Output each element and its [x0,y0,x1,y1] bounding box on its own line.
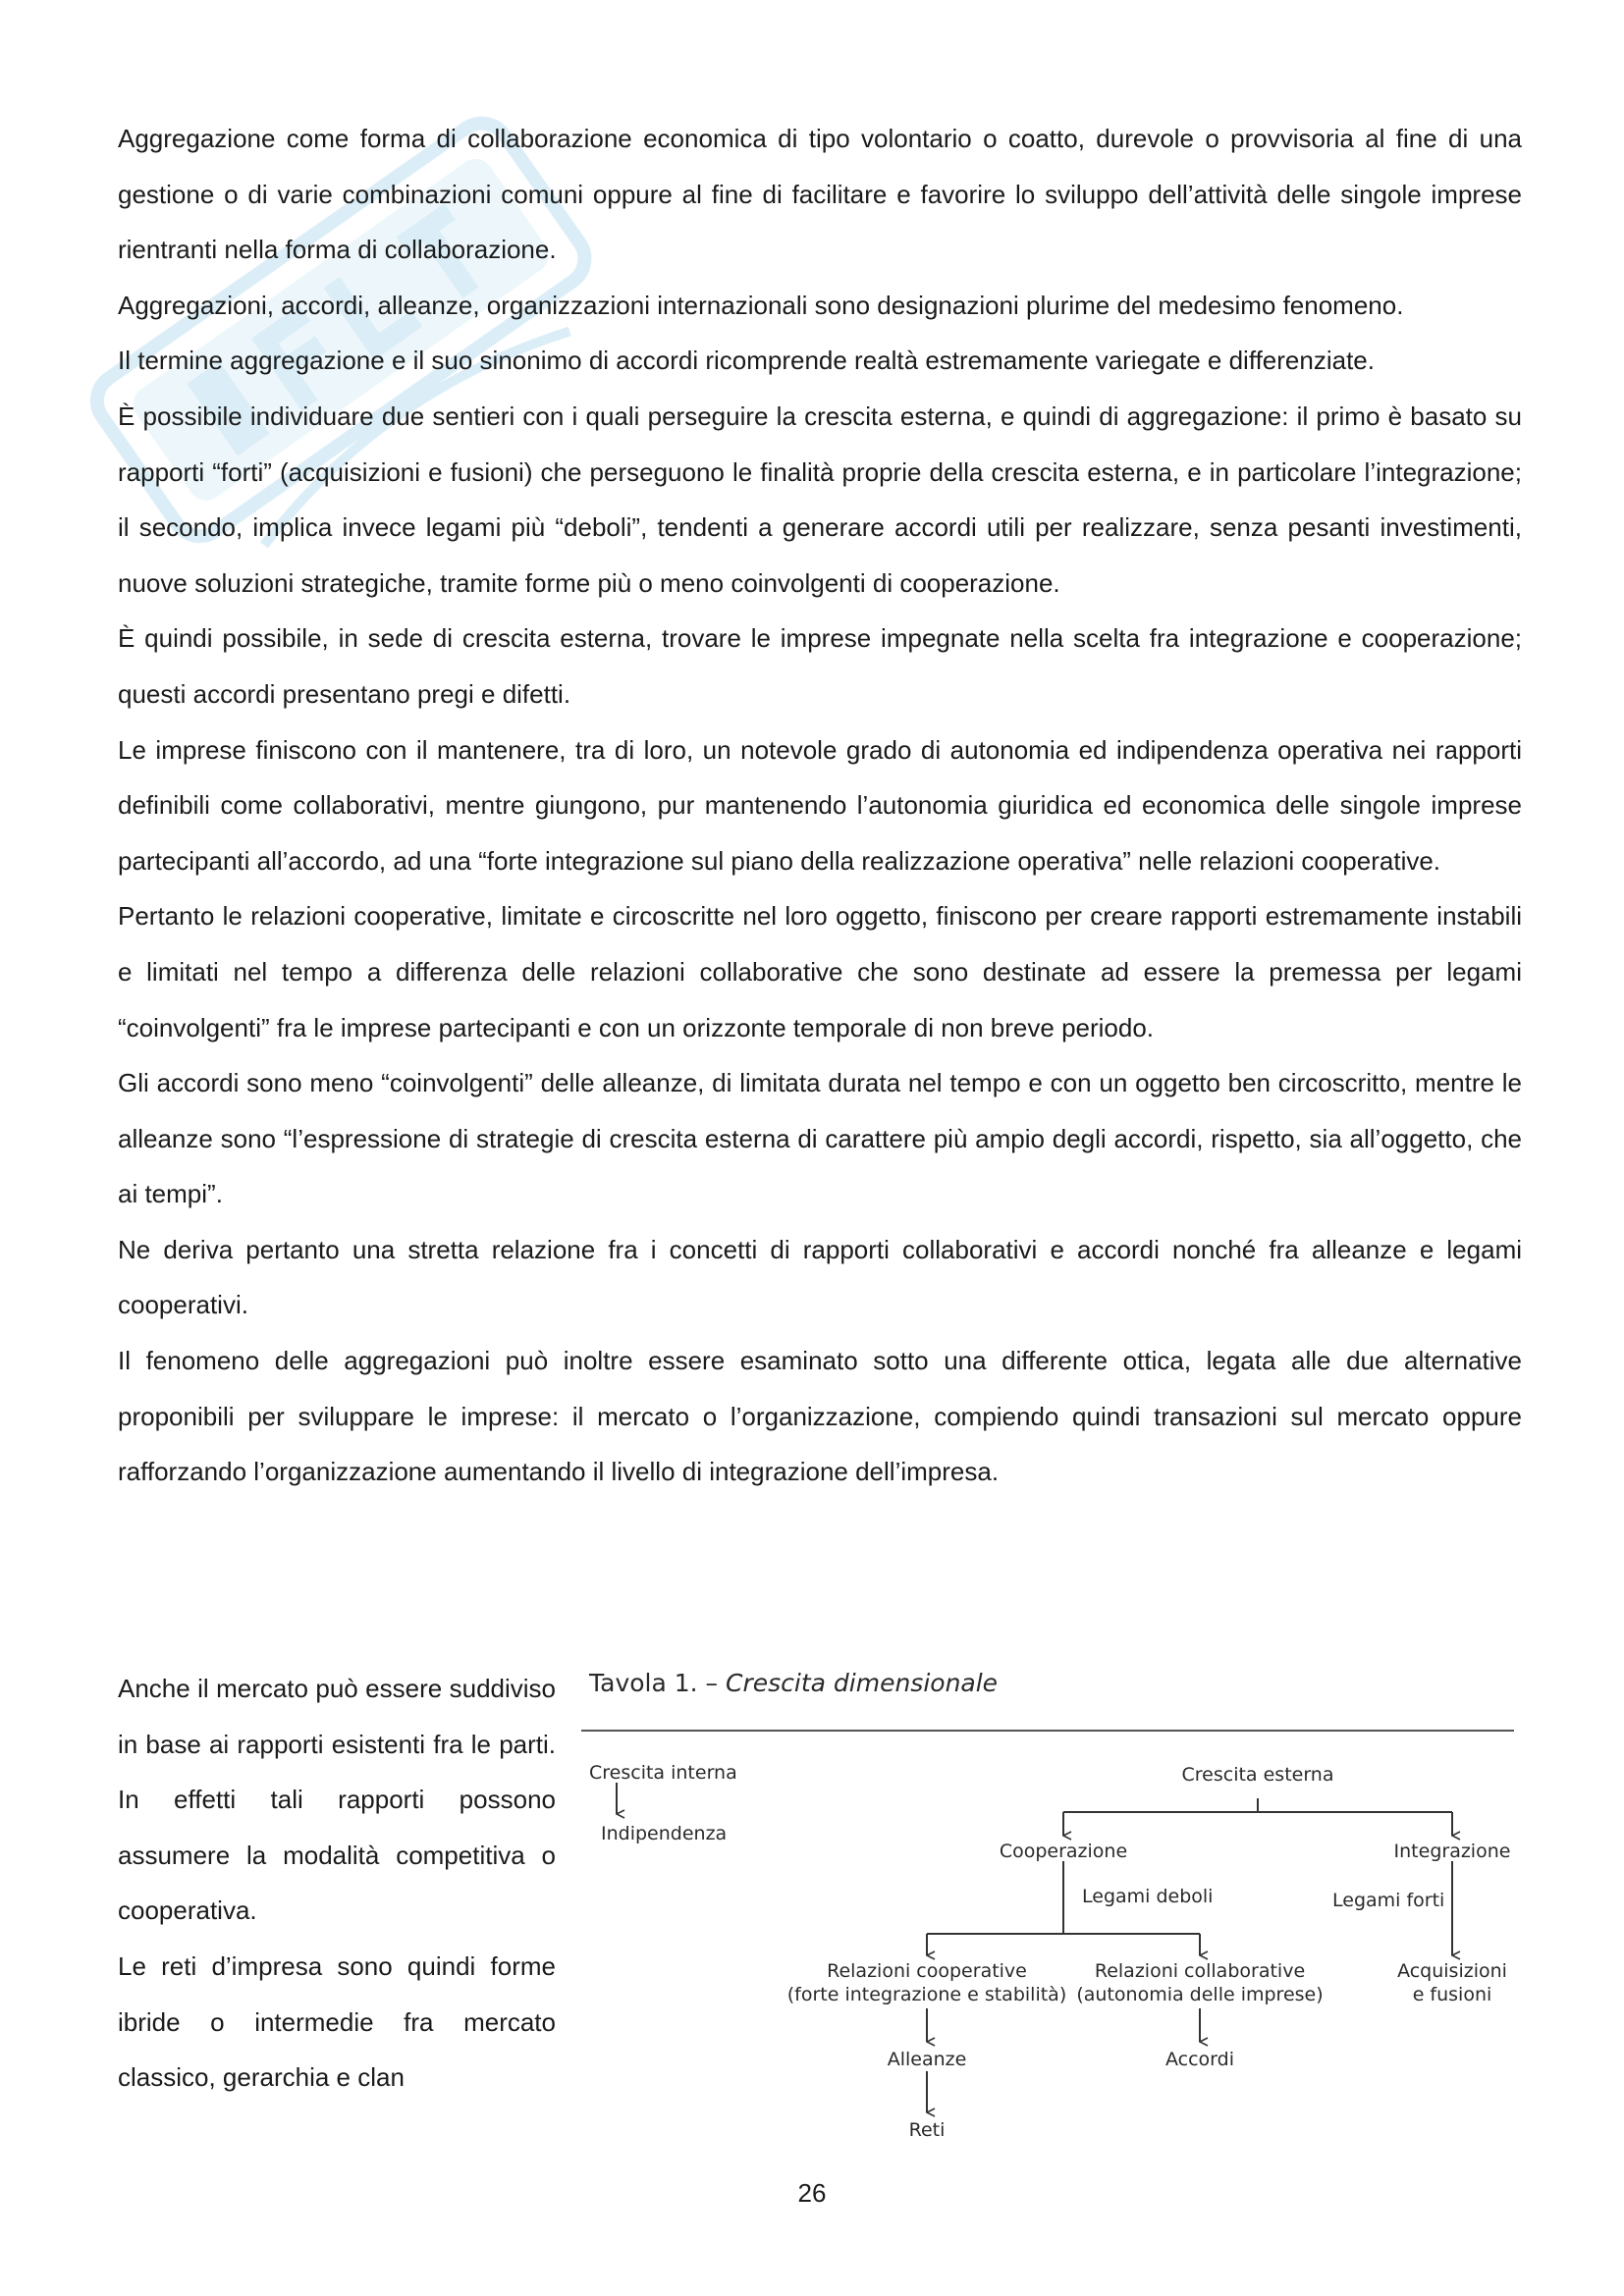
node-reti: Reti [908,2119,946,2141]
node-relazioni-cooperative [780,1959,1074,2006]
paragraph: Il termine aggregazione e il suo sinonimo di accordi ricomprende realtà estremamente variegate e differenziate. [118,346,1375,376]
node-acquisizioni-line1: Acquisizioni [1397,1960,1507,1982]
node-accordi: Accordi [1165,2049,1234,2070]
node-crescita-interna: Crescita interna [589,1762,737,1784]
paragraph: Il fenomeno delle aggregazioni può inoltre essere esaminato sotto una differente ottica, legata alle due alternative proponibili per sviluppare le imprese: il mercato o l’organizzazione, compiendo quindi transazioni sul mercato oppure rafforzando l’organizzazione aumentando il livello di integrazione dell’impresa. [118,1346,1522,1487]
paragraph: È possibile individuare due sentieri con i quali perseguire la crescita esterna, e quindi di aggregazione: il primo è basato su rapporti “forti” (acquisizioni e fusioni) che perseguono le finalità proprie della crescita esterna, e in particolare l’integrazione; il secondo, implica invece legami più “deboli”, tendenti a generare accordi utili per realizzare, senza pesanti investimenti, nuove soluzioni strategiche, tramite forme più o meno coinvolgenti di cooperazione. [118,400,1522,598]
paragraph: Aggregazione come forma di collaborazione economica di tipo volontario o coatto, durevole o provvisoria al fine di una gestione o di varie combinazioni comuni oppure al fine di facilitare e favorire lo sviluppo dell’attività delle singole imprese rientranti nella forma di collaborazione. [118,124,1522,265]
body-text [118,111,1522,1500]
paragraph: Ne deriva pertanto una stretta relazione fra i concetti di rapporti collaborativi e accordi nonché fra alleanze e legami cooperativi. [118,1234,1522,1320]
figure-title-italic: Crescita dimensionale [726,1669,999,1697]
node-legami-forti: Legami forti [1332,1890,1445,1911]
node-relazioni-collaborative [1072,1959,1327,2006]
node-integrazione: Integrazione [1393,1841,1511,1862]
diagram-connectors [581,1669,1524,2160]
side-text [118,1661,556,2106]
figure-title-prefix: Tavola 1. – [589,1669,727,1697]
page-number: 26 [797,2178,827,2208]
node-alleanze: Alleanze [887,2049,967,2070]
paragraph: Le imprese finiscono con il mantenere, tra di loro, un notevole grado di autonomia ed indipendenza operativa nei rapporti definibili come collaborativi, mentre giungono, pur mantenendo l’autonomia giuridica ed economica delle singole imprese partecipanti all’accordo, ad una “forte integrazione sul piano della realizzazione operativa” nelle relazioni cooperative. [118,734,1522,876]
node-relazioni-cooperative-line1: Relazioni cooperative [827,1960,1027,1982]
paragraph: È quindi possibile, in sede di crescita esterna, trovare le imprese impegnate nella scelta fra integrazione e cooperazione; questi accordi presentano pregi e difetti. [118,623,1522,709]
node-relazioni-collaborative-line1: Relazioni collaborative [1094,1960,1306,1982]
paragraph: Anche il mercato può essere suddiviso in base ai rapporti esistenti fra le parti. In effetti tali rapporti possono assumere la modalità competitiva o cooperativa. [118,1674,556,1926]
paragraph: Le reti d’impresa sono quindi forme ibride o intermedie fra mercato classico, gerarchia e clan [118,1950,556,2093]
node-cooperazione: Cooperazione [999,1841,1128,1862]
node-indipendenza: Indipendenza [601,1823,728,1844]
node-relazioni-cooperative-line2: (forte integrazione e stabilità) [786,1984,1067,2005]
paragraph: Pertanto le relazioni cooperative, limitate e circoscritte nel loro oggetto, finiscono per creare rapporti estremamente instabili e limitati nel tempo a differenza delle relazioni collaborative che sono destinate ad essere la premessa per legami “coinvolgenti” fra le imprese partecipanti e con un orizzonte temporale di non breve periodo. [118,901,1522,1042]
node-crescita-esterna: Crescita esterna [1181,1764,1334,1786]
node-acquisizioni-line2: e fusioni [1412,1984,1492,2005]
paragraph: Gli accordi sono meno “coinvolgenti” delle alleanze, di limitata durata nel tempo e con un oggetto ben circoscritto, mentre le alleanze sono “l’espressione di strategie di crescita esterna di carattere più ampio degli accordi, rispetto, sia all’oggetto, che ai tempi”. [118,1068,1522,1209]
node-acquisizioni-fusioni [1383,1959,1521,2006]
growth-diagram [581,1669,1524,2160]
paragraph: Aggregazioni, accordi, alleanze, organizzazioni internazionali sono designazioni plurime del medesimo fenomeno. [118,290,1404,320]
node-relazioni-collaborative-line2: (autonomia delle imprese) [1076,1984,1324,2005]
node-legami-deboli: Legami deboli [1082,1886,1214,1907]
